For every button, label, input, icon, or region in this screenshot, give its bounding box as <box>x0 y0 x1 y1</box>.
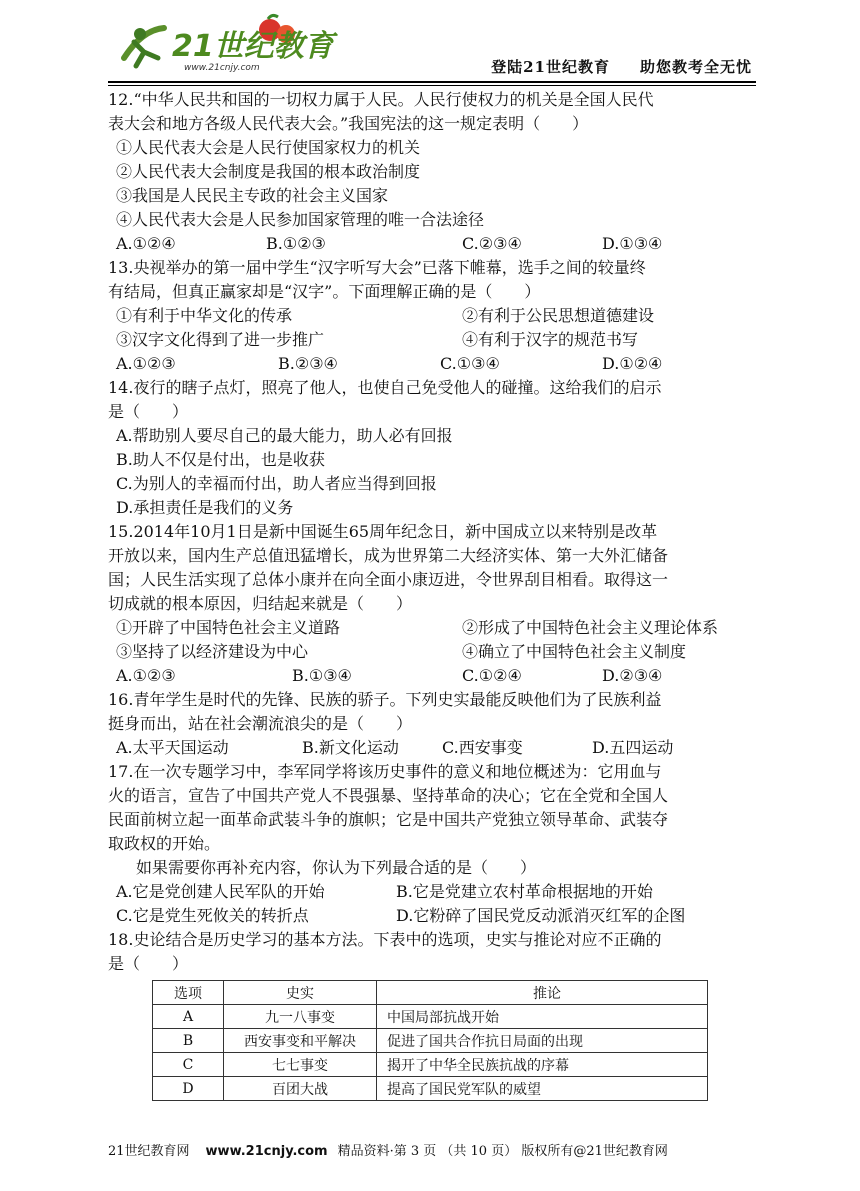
option-row <box>108 352 756 376</box>
statement: ④有利于汉字的规范书写 <box>462 330 639 349</box>
question-stem: 切成就的根本原因，归结起来就是（ ） <box>108 594 413 613</box>
option-row <box>108 904 756 928</box>
table-cell: 揭开了中华全民族抗战的序幕 <box>377 1053 708 1077</box>
slogan-right: 助您教考全无忧 <box>639 58 752 76</box>
option-d: D.①②④ <box>602 354 663 373</box>
statement: ①有利于中华文化的传承 <box>116 306 293 325</box>
table-header-row <box>153 981 708 1005</box>
logo-text: 21世纪教育 <box>172 29 334 64</box>
option-a: A.它是党创建人民军队的开始 <box>116 882 325 901</box>
question-stem: 18.史论结合是历史学习的基本方法。下表中的选项，史实与推论对应不正确的 <box>108 930 662 949</box>
option-b: B.①②③ <box>266 234 326 253</box>
option-row <box>108 232 756 256</box>
statement: ③汉字文化得到了进一步推广 <box>116 330 325 349</box>
history-table <box>152 980 708 1101</box>
question-stem: 开放以来，国内生产总值迅猛增长，成为世界第二大经济实体、第一大外汇储备 <box>108 546 669 565</box>
table-cell: 中国局部抗战开始 <box>377 1005 708 1029</box>
21cnjy-logo-icon <box>110 12 334 76</box>
option-row <box>108 736 756 760</box>
question-stem: 15.2014年10月1日是新中国诞生65周年纪念日，新中国成立以来特别是改革 <box>108 522 658 541</box>
question-stem: 17.在一次专题学习中，李军同学将该历史事件的意义和地位概述为：它用血与 <box>108 762 662 781</box>
exam-content <box>108 88 756 1101</box>
question-18 <box>108 928 756 1101</box>
statement: ③坚持了以经济建设为中心 <box>116 642 309 661</box>
header-rule-thin <box>108 85 756 86</box>
table-cell: 促进了国共合作抗日局面的出现 <box>377 1029 708 1053</box>
question-12 <box>108 88 756 256</box>
option-b: B.①③④ <box>292 666 352 685</box>
statement-row <box>108 640 756 664</box>
header-rule-thick <box>108 81 756 83</box>
table-cell: A <box>153 1005 224 1029</box>
table-cell: 西安事变和平解决 <box>224 1029 377 1053</box>
table-header: 选项 <box>153 981 224 1005</box>
option-c: C.②③④ <box>462 234 522 253</box>
option-b: B.②③④ <box>278 354 338 373</box>
option-c: C.西安事变 <box>442 738 523 757</box>
table-row <box>153 1053 708 1077</box>
question-stem: 如果需要你再补充内容，你认为下列最合适的是（ ） <box>136 858 537 877</box>
statement: ④确立了中国特色社会主义制度 <box>462 642 687 661</box>
statement: ②人民代表大会制度是我国的根本政治制度 <box>116 162 421 181</box>
option-a: A.①②③ <box>116 354 176 373</box>
question-stem: 16.青年学生是时代的先锋、民族的骄子。下列史实最能反映他们为了民族利益 <box>108 690 662 709</box>
option-c: C.①③④ <box>440 354 500 373</box>
statement-row <box>108 304 756 328</box>
table-header: 推论 <box>377 981 708 1005</box>
question-stem: 有结局，但真正赢家却是“汉字”。下面理解正确的是（ ） <box>108 282 541 301</box>
option-d: D.承担责任是我们的义务 <box>116 498 294 517</box>
statement: ②形成了中国特色社会主义理论体系 <box>462 618 719 637</box>
option-row <box>108 664 756 688</box>
question-stem: 表大会和地方各级人民代表大会。”我国宪法的这一规定表明（ ） <box>108 114 589 133</box>
option-c: C.为别人的幸福而付出，助人者应当得到回报 <box>116 474 437 493</box>
option-b: B.助人不仅是付出，也是收获 <box>116 450 325 469</box>
statement: ①开辟了中国特色社会主义道路 <box>116 618 341 637</box>
slogan-left: 登陆21世纪教育 <box>491 58 610 76</box>
statement: ②有利于公民思想道德建设 <box>462 306 655 325</box>
option-d: D.①③④ <box>602 234 663 253</box>
question-17 <box>108 760 756 928</box>
option-b: B.它是党建立农村革命根据地的开始 <box>396 882 653 901</box>
table-cell: 九一八事变 <box>224 1005 377 1029</box>
statement-row <box>108 616 756 640</box>
table-row <box>153 1029 708 1053</box>
statement-row <box>108 328 756 352</box>
footer-right: 精品资料·第 3 页 （共 10 页） 版权所有@21世纪教育网 <box>337 1144 668 1159</box>
question-stem: 13.央视举办的第一届中学生“汉字听写大会”已落下帷幕，选手之间的较量终 <box>108 258 646 277</box>
table-header: 史实 <box>224 981 377 1005</box>
statement: ④人民代表大会是人民参加国家管理的唯一合法途径 <box>116 210 485 229</box>
table-cell: C <box>153 1053 224 1077</box>
table-cell: D <box>153 1077 224 1101</box>
question-stem: 14.夜行的瞎子点灯，照亮了他人，也使自己免受他人的碰撞。这给我们的启示 <box>108 378 662 397</box>
page-header <box>108 0 756 82</box>
question-stem: 火的语言，宣告了中国共产党人不畏强暴、坚持革命的决心；它在全党和全国人 <box>108 786 669 805</box>
header-slogan <box>461 56 752 77</box>
logo-url: www.21cnjy.com <box>184 63 260 73</box>
question-stem: 民面前树立起一面革命武装斗争的旗帜；它是中国共产党独立领导革命、武装夺 <box>108 810 669 829</box>
option-a: A.①②④ <box>116 234 176 253</box>
question-13 <box>108 256 756 376</box>
option-row <box>108 880 756 904</box>
table-cell: B <box>153 1029 224 1053</box>
question-14 <box>108 376 756 520</box>
option-a: A.帮助别人要尽自己的最大能力，助人必有回报 <box>116 426 453 445</box>
option-c: C.它是党生死攸关的转折点 <box>116 906 309 925</box>
option-a: A.太平天国运动 <box>116 738 229 757</box>
question-16 <box>108 688 756 760</box>
page-footer <box>108 1140 758 1159</box>
question-stem: 取政权的开始。 <box>108 834 221 853</box>
question-stem: 是（ ） <box>108 402 189 421</box>
table-row <box>153 1077 708 1101</box>
table-cell: 提高了国民党军队的威望 <box>377 1077 708 1101</box>
option-d: D.它粉碎了国民党反动派消灭红军的企图 <box>396 906 686 925</box>
statement: ①人民代表大会是人民行使国家权力的机关 <box>116 138 421 157</box>
option-b: B.新文化运动 <box>302 738 399 757</box>
footer-site-link[interactable]: www.21cnjy.com <box>205 1144 328 1159</box>
question-15 <box>108 520 756 688</box>
table-row <box>153 1005 708 1029</box>
question-stem: 国；人民生活实现了总体小康并在向全面小康迈进，令世界刮目相看。取得这一 <box>108 570 669 589</box>
option-d: D.②③④ <box>602 666 663 685</box>
table-cell: 七七事变 <box>224 1053 377 1077</box>
table-cell: 百团大战 <box>224 1077 377 1101</box>
statement: ③我国是人民民主专政的社会主义国家 <box>116 186 389 205</box>
footer-left: 21世纪教育网 <box>108 1144 190 1159</box>
question-stem: 挺身而出，站在社会潮流浪尖的是（ ） <box>108 714 413 733</box>
option-c: C.①②④ <box>462 666 522 685</box>
option-d: D.五四运动 <box>592 738 674 757</box>
option-a: A.①②③ <box>116 666 176 685</box>
question-stem: 12.“中华人民共和国的一切权力属于人民。人民行使权力的机关是全国人民代 <box>108 90 654 109</box>
question-stem: 是（ ） <box>108 954 189 973</box>
